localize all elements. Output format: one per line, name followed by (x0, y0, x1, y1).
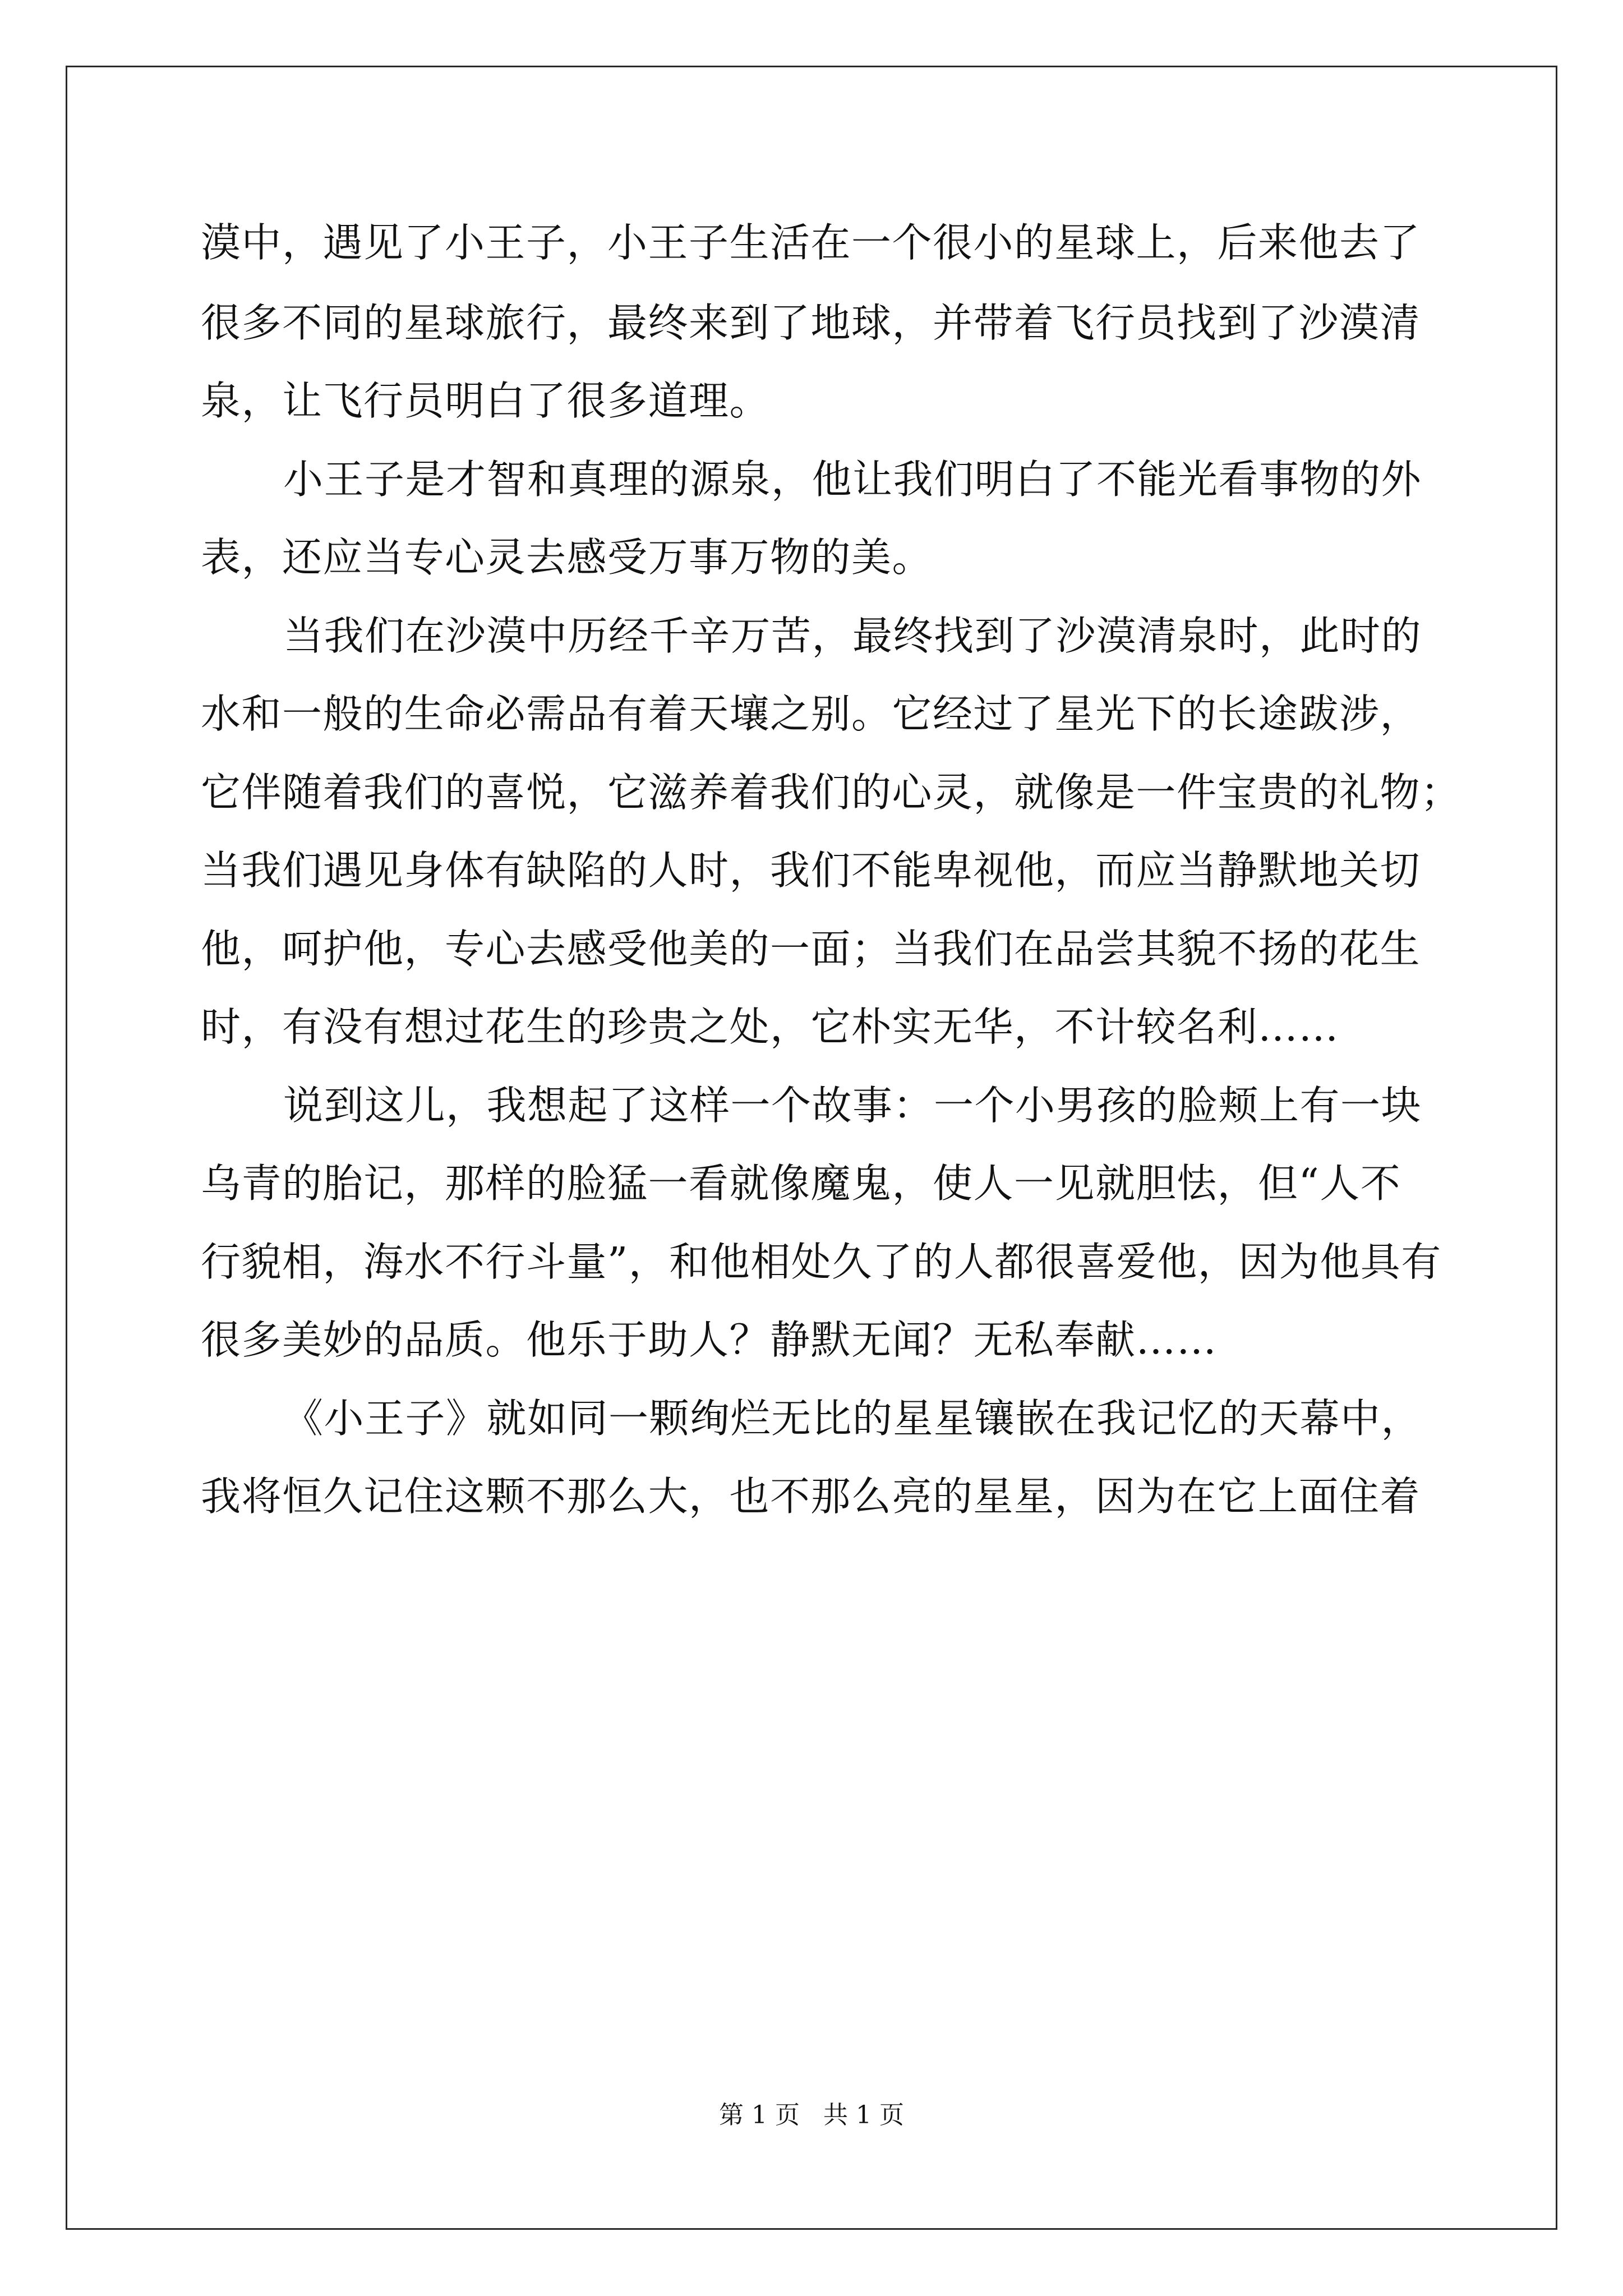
page-footer: 第 1 页 共 1 页 (719, 2101, 904, 2129)
text-line: 水和一般的生命必需品有着天壤之别。它经过了星光下的长途跋涉， (201, 691, 1421, 737)
text-line: 他，呵护他，专心去感受他美的一面；当我们在品尝其貌不扬的花生 (201, 926, 1421, 972)
text-line: 它伴随着我们的喜悦，它滋养着我们的心灵，就像是一件宝贵的礼物； (201, 769, 1461, 816)
text-line: 《小王子》就如同一颗绚烂无比的星星镶嵌在我记忆的天幕中， (283, 1395, 1422, 1442)
text-line: 乌青的胎记，那样的脸猛一看就像魔鬼，使人一见就胆怯，但“人不 (201, 1160, 1401, 1207)
text-line: 漠中，遇见了小王子，小王子生活在一个很小的星球上，后来他去了 (201, 219, 1421, 266)
text-line: 很多不同的星球旅行，最终来到了地球，并带着飞行员找到了沙漠清 (201, 300, 1421, 346)
text-line: 时，有没有想过花生的珍贵之处，它朴实无华，不计较名利…… (201, 1004, 1340, 1050)
text-line: 当我们在沙漠中历经千辛万苦，最终找到了沙漠清泉时，此时的 (283, 613, 1422, 659)
text-line: 泉，让飞行员明白了很多道理。 (201, 378, 771, 424)
text-line: 很多美妙的品质。他乐于助人？静默无闻？无私奉献…… (201, 1317, 1218, 1363)
text-line: 行貌相，海水不行斗量”，和他相处久了的人都很喜爱他，因为他具有 (201, 1239, 1442, 1285)
text-line: 小王子是才智和真理的源泉，他让我们明白了不能光看事物的外 (283, 456, 1422, 503)
text-line: 说到这儿，我想起了这样一个故事：一个小男孩的脸颊上有一块 (283, 1082, 1422, 1129)
text-line: 当我们遇见身体有缺陷的人时，我们不能卑视他，而应当静默地关切 (201, 847, 1421, 894)
text-line: 我将恒久记住这颗不那么大，也不那么亮的星星，因为在它上面住着 (201, 1473, 1421, 1520)
text-line: 表，还应当专心灵去感受万事万物的美。 (201, 534, 933, 581)
